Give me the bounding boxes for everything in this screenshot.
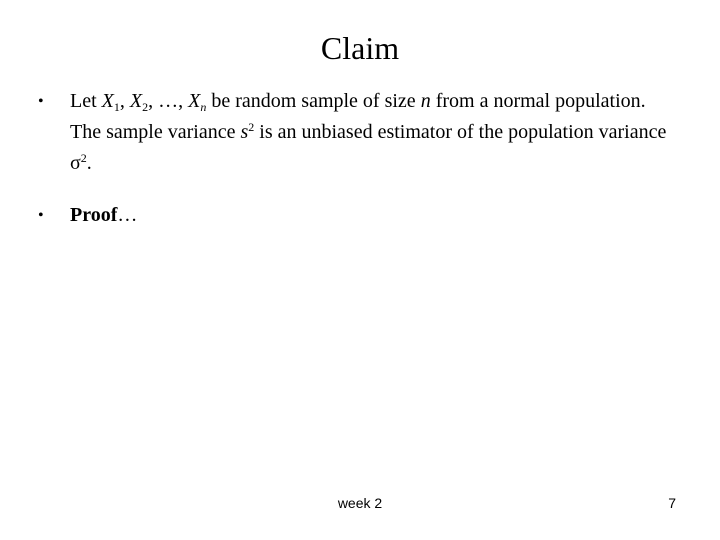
proof-ellipsis: … (117, 204, 138, 226)
claim-var-x1: X (101, 90, 114, 112)
claim-sub-n: n (200, 100, 207, 114)
claim-text-sample: be random sample of size (206, 90, 421, 112)
footer-page-number: 7 (668, 495, 676, 511)
claim-sep-2: , …, (148, 90, 189, 112)
footer-week-label: week 2 (337, 495, 383, 511)
claim-var-xn: X (188, 90, 201, 112)
claim-sub-1: 1 (113, 100, 120, 114)
claim-text-population: from a normal population. The sample variance (70, 90, 646, 143)
claim-s-exponent: 2 (248, 120, 255, 134)
slide-title: Claim (320, 30, 400, 66)
claim-var-s: s (240, 121, 249, 143)
bullet-list (38, 86, 678, 231)
claim-var-x2: X (129, 90, 143, 112)
bullet-marker: • (38, 207, 44, 224)
claim-sub-2: 2 (142, 100, 149, 114)
claim-sep-1: , (119, 90, 130, 112)
bullet-marker: • (38, 93, 44, 110)
bullet-proof (38, 200, 678, 231)
claim-var-n: n (420, 90, 431, 112)
claim-text-period: . (86, 152, 92, 174)
claim-text-let: Let (70, 90, 102, 112)
bullet-claim (38, 86, 678, 179)
proof-label: Proof (70, 204, 118, 226)
claim-text-unbiased: is an unbiased estimator of the population variance σ (70, 121, 667, 174)
claim-sigma-exponent: 2 (80, 151, 87, 165)
